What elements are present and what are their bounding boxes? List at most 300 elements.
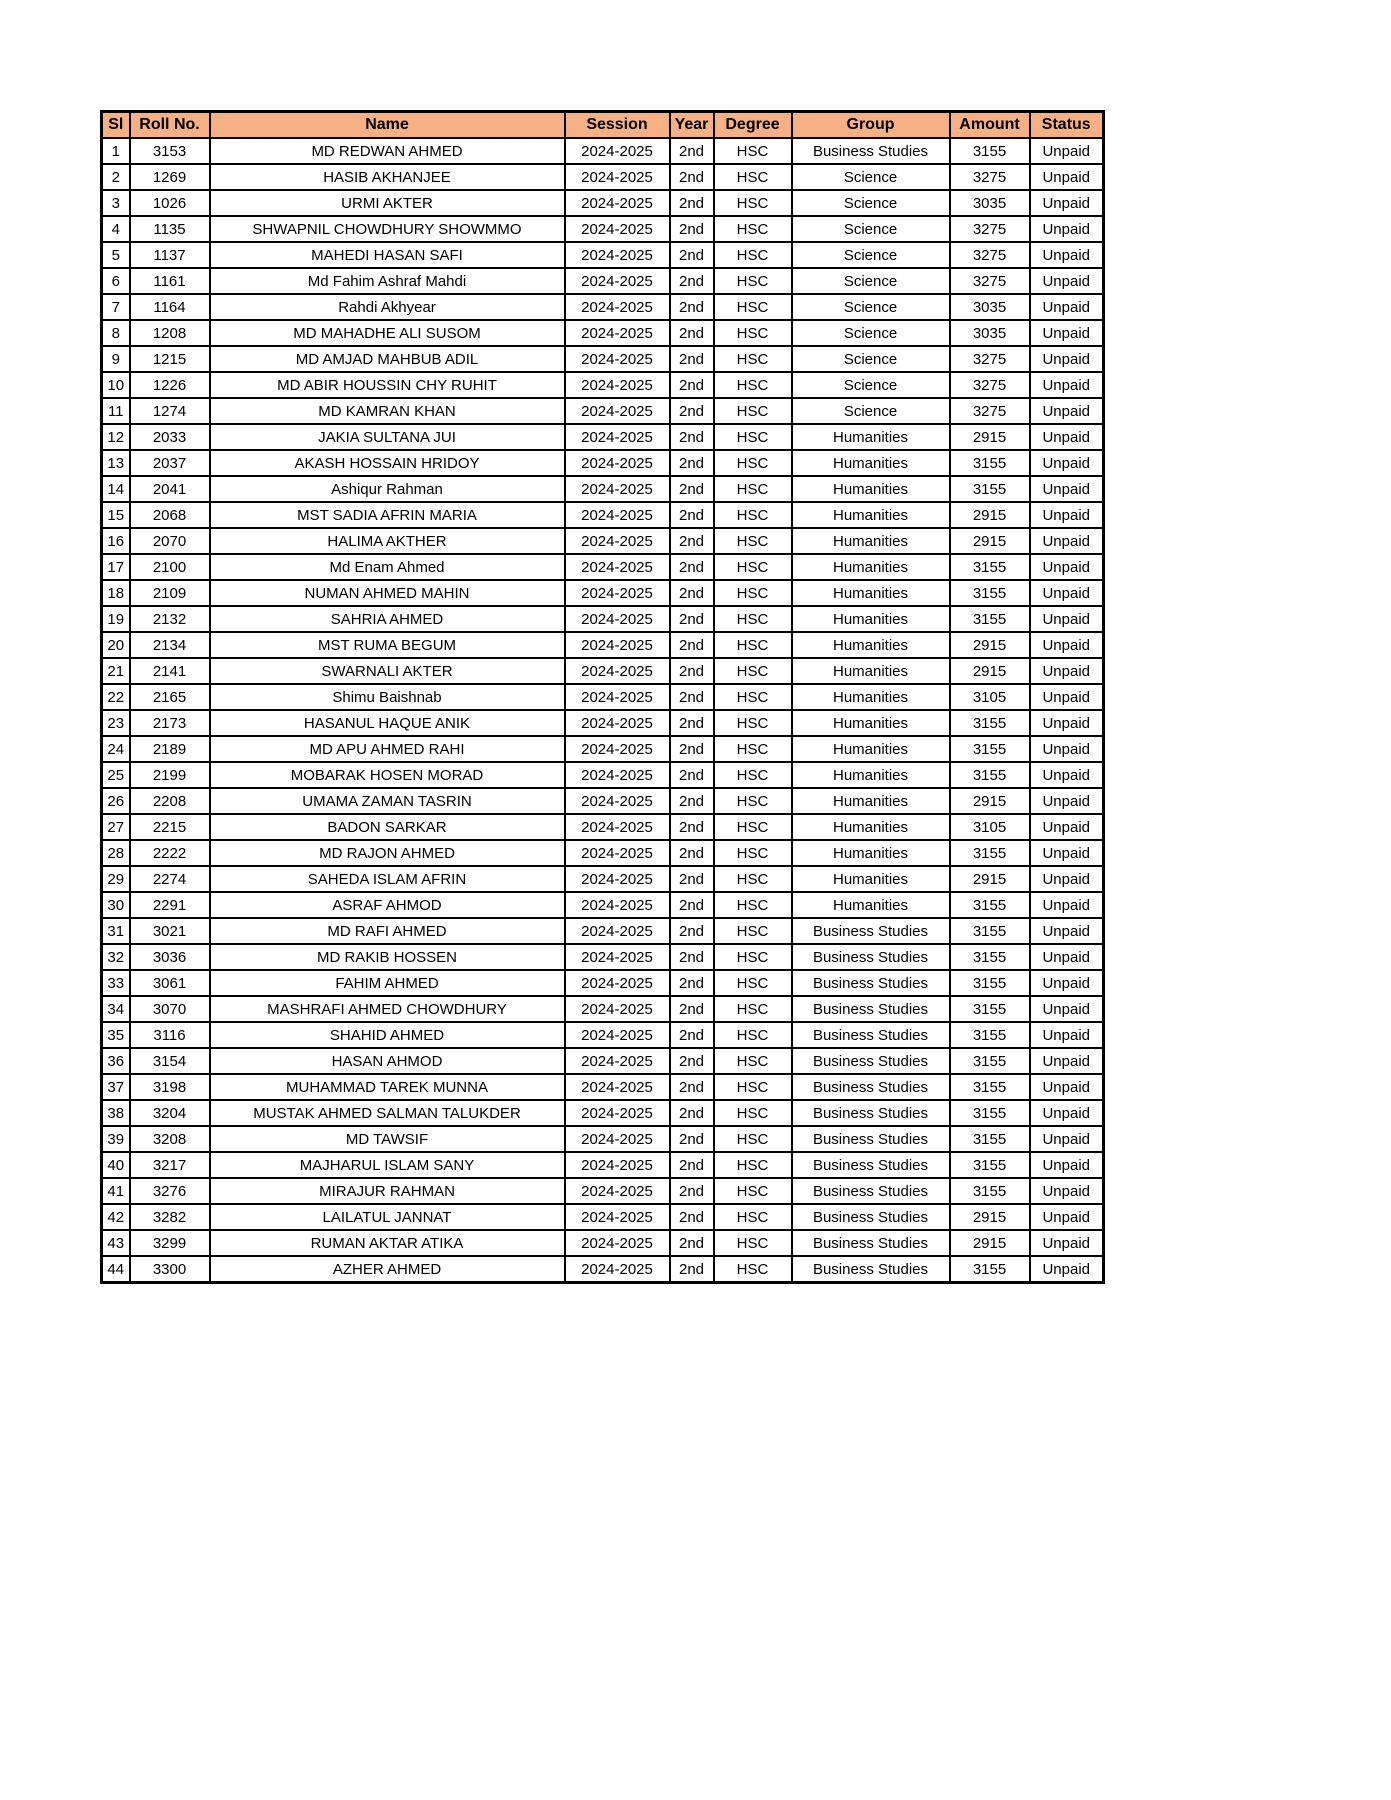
cell-name: SWARNALI AKTER bbox=[210, 658, 565, 684]
cell-sl: 36 bbox=[102, 1048, 130, 1074]
cell-status: Unpaid bbox=[1030, 164, 1104, 190]
cell-degree: HSC bbox=[714, 294, 792, 320]
cell-year: 2nd bbox=[670, 1048, 714, 1074]
cell-year: 2nd bbox=[670, 528, 714, 554]
cell-sl: 44 bbox=[102, 1256, 130, 1283]
cell-sl: 40 bbox=[102, 1152, 130, 1178]
cell-amount: 3035 bbox=[950, 320, 1030, 346]
cell-degree: HSC bbox=[714, 996, 792, 1022]
cell-session: 2024-2025 bbox=[565, 268, 670, 294]
cell-group: Humanities bbox=[792, 554, 950, 580]
cell-degree: HSC bbox=[714, 762, 792, 788]
cell-sl: 1 bbox=[102, 138, 130, 164]
table-row bbox=[102, 1126, 1104, 1152]
cell-status: Unpaid bbox=[1030, 1022, 1104, 1048]
cell-session: 2024-2025 bbox=[565, 1230, 670, 1256]
cell-session: 2024-2025 bbox=[565, 658, 670, 684]
cell-roll: 1135 bbox=[130, 216, 210, 242]
table-row bbox=[102, 1230, 1104, 1256]
table-row bbox=[102, 788, 1104, 814]
cell-amount: 3155 bbox=[950, 476, 1030, 502]
table-row bbox=[102, 684, 1104, 710]
table-row bbox=[102, 294, 1104, 320]
cell-name: MASHRAFI AHMED CHOWDHURY bbox=[210, 996, 565, 1022]
cell-name: AKASH HOSSAIN HRIDOY bbox=[210, 450, 565, 476]
cell-amount: 3155 bbox=[950, 1022, 1030, 1048]
table-row bbox=[102, 242, 1104, 268]
cell-session: 2024-2025 bbox=[565, 398, 670, 424]
cell-year: 2nd bbox=[670, 788, 714, 814]
cell-sl: 24 bbox=[102, 736, 130, 762]
table-row bbox=[102, 1074, 1104, 1100]
cell-year: 2nd bbox=[670, 320, 714, 346]
column-header-status: Status bbox=[1030, 112, 1104, 139]
cell-sl: 19 bbox=[102, 606, 130, 632]
cell-group: Humanities bbox=[792, 814, 950, 840]
cell-status: Unpaid bbox=[1030, 190, 1104, 216]
cell-name: HALIMA AKTHER bbox=[210, 528, 565, 554]
cell-status: Unpaid bbox=[1030, 918, 1104, 944]
cell-amount: 3155 bbox=[950, 710, 1030, 736]
cell-group: Business Studies bbox=[792, 1178, 950, 1204]
cell-year: 2nd bbox=[670, 918, 714, 944]
cell-name: Ashiqur Rahman bbox=[210, 476, 565, 502]
column-header-year: Year bbox=[670, 112, 714, 139]
cell-degree: HSC bbox=[714, 268, 792, 294]
table-row bbox=[102, 762, 1104, 788]
cell-roll: 2274 bbox=[130, 866, 210, 892]
cell-year: 2nd bbox=[670, 996, 714, 1022]
cell-degree: HSC bbox=[714, 918, 792, 944]
cell-year: 2nd bbox=[670, 658, 714, 684]
cell-session: 2024-2025 bbox=[565, 918, 670, 944]
cell-amount: 3035 bbox=[950, 190, 1030, 216]
cell-roll: 2070 bbox=[130, 528, 210, 554]
cell-status: Unpaid bbox=[1030, 606, 1104, 632]
table-row bbox=[102, 554, 1104, 580]
cell-year: 2nd bbox=[670, 1178, 714, 1204]
cell-group: Business Studies bbox=[792, 1204, 950, 1230]
cell-sl: 5 bbox=[102, 242, 130, 268]
cell-year: 2nd bbox=[670, 268, 714, 294]
cell-session: 2024-2025 bbox=[565, 424, 670, 450]
cell-status: Unpaid bbox=[1030, 554, 1104, 580]
cell-name: MD RAFI AHMED bbox=[210, 918, 565, 944]
cell-degree: HSC bbox=[714, 1152, 792, 1178]
cell-name: JAKIA SULTANA JUI bbox=[210, 424, 565, 450]
cell-name: LAILATUL JANNAT bbox=[210, 1204, 565, 1230]
cell-year: 2nd bbox=[670, 944, 714, 970]
cell-session: 2024-2025 bbox=[565, 1204, 670, 1230]
cell-session: 2024-2025 bbox=[565, 502, 670, 528]
cell-degree: HSC bbox=[714, 476, 792, 502]
cell-status: Unpaid bbox=[1030, 476, 1104, 502]
cell-degree: HSC bbox=[714, 684, 792, 710]
cell-degree: HSC bbox=[714, 788, 792, 814]
cell-year: 2nd bbox=[670, 294, 714, 320]
cell-sl: 34 bbox=[102, 996, 130, 1022]
cell-group: Humanities bbox=[792, 762, 950, 788]
cell-session: 2024-2025 bbox=[565, 970, 670, 996]
cell-session: 2024-2025 bbox=[565, 476, 670, 502]
cell-sl: 6 bbox=[102, 268, 130, 294]
cell-degree: HSC bbox=[714, 450, 792, 476]
cell-group: Business Studies bbox=[792, 996, 950, 1022]
cell-session: 2024-2025 bbox=[565, 606, 670, 632]
table-row bbox=[102, 190, 1104, 216]
cell-sl: 37 bbox=[102, 1074, 130, 1100]
cell-roll: 2189 bbox=[130, 736, 210, 762]
cell-year: 2nd bbox=[670, 1126, 714, 1152]
cell-degree: HSC bbox=[714, 944, 792, 970]
cell-name: MOBARAK HOSEN MORAD bbox=[210, 762, 565, 788]
cell-degree: HSC bbox=[714, 216, 792, 242]
cell-roll: 3153 bbox=[130, 138, 210, 164]
cell-status: Unpaid bbox=[1030, 372, 1104, 398]
cell-name: MIRAJUR RAHMAN bbox=[210, 1178, 565, 1204]
cell-year: 2nd bbox=[670, 684, 714, 710]
cell-degree: HSC bbox=[714, 502, 792, 528]
cell-session: 2024-2025 bbox=[565, 1178, 670, 1204]
cell-degree: HSC bbox=[714, 606, 792, 632]
cell-sl: 3 bbox=[102, 190, 130, 216]
cell-amount: 3155 bbox=[950, 1048, 1030, 1074]
cell-session: 2024-2025 bbox=[565, 346, 670, 372]
fee-status-table bbox=[100, 110, 1105, 1284]
cell-group: Business Studies bbox=[792, 944, 950, 970]
cell-amount: 3155 bbox=[950, 580, 1030, 606]
cell-status: Unpaid bbox=[1030, 814, 1104, 840]
cell-amount: 3105 bbox=[950, 684, 1030, 710]
cell-status: Unpaid bbox=[1030, 840, 1104, 866]
cell-roll: 3282 bbox=[130, 1204, 210, 1230]
table-row bbox=[102, 1256, 1104, 1283]
cell-amount: 2915 bbox=[950, 866, 1030, 892]
cell-roll: 2109 bbox=[130, 580, 210, 606]
table-row bbox=[102, 164, 1104, 190]
cell-status: Unpaid bbox=[1030, 138, 1104, 164]
cell-status: Unpaid bbox=[1030, 398, 1104, 424]
cell-degree: HSC bbox=[714, 866, 792, 892]
cell-sl: 25 bbox=[102, 762, 130, 788]
column-header-roll: Roll No. bbox=[130, 112, 210, 139]
cell-group: Business Studies bbox=[792, 1126, 950, 1152]
cell-degree: HSC bbox=[714, 424, 792, 450]
cell-degree: HSC bbox=[714, 138, 792, 164]
cell-roll: 3204 bbox=[130, 1100, 210, 1126]
cell-degree: HSC bbox=[714, 528, 792, 554]
cell-degree: HSC bbox=[714, 242, 792, 268]
table-row bbox=[102, 268, 1104, 294]
cell-degree: HSC bbox=[714, 814, 792, 840]
table-row bbox=[102, 346, 1104, 372]
cell-year: 2nd bbox=[670, 372, 714, 398]
cell-name: BADON SARKAR bbox=[210, 814, 565, 840]
cell-roll: 1137 bbox=[130, 242, 210, 268]
cell-group: Humanities bbox=[792, 710, 950, 736]
cell-status: Unpaid bbox=[1030, 892, 1104, 918]
cell-sl: 43 bbox=[102, 1230, 130, 1256]
cell-name: AZHER AHMED bbox=[210, 1256, 565, 1283]
cell-name: UMAMA ZAMAN TASRIN bbox=[210, 788, 565, 814]
cell-sl: 10 bbox=[102, 372, 130, 398]
cell-group: Business Studies bbox=[792, 1152, 950, 1178]
cell-roll: 2141 bbox=[130, 658, 210, 684]
cell-roll: 2134 bbox=[130, 632, 210, 658]
cell-group: Science bbox=[792, 164, 950, 190]
cell-year: 2nd bbox=[670, 606, 714, 632]
cell-year: 2nd bbox=[670, 346, 714, 372]
cell-amount: 3155 bbox=[950, 1256, 1030, 1283]
table-row bbox=[102, 1204, 1104, 1230]
cell-name: MD TAWSIF bbox=[210, 1126, 565, 1152]
cell-roll: 2033 bbox=[130, 424, 210, 450]
cell-name: Rahdi Akhyear bbox=[210, 294, 565, 320]
cell-session: 2024-2025 bbox=[565, 216, 670, 242]
cell-name: MAJHARUL ISLAM SANY bbox=[210, 1152, 565, 1178]
cell-amount: 3035 bbox=[950, 294, 1030, 320]
cell-amount: 2915 bbox=[950, 424, 1030, 450]
table-row bbox=[102, 944, 1104, 970]
column-header-amount: Amount bbox=[950, 112, 1030, 139]
cell-degree: HSC bbox=[714, 1256, 792, 1283]
cell-amount: 3275 bbox=[950, 398, 1030, 424]
cell-session: 2024-2025 bbox=[565, 684, 670, 710]
table-row bbox=[102, 736, 1104, 762]
cell-session: 2024-2025 bbox=[565, 1126, 670, 1152]
table-row bbox=[102, 1022, 1104, 1048]
cell-year: 2nd bbox=[670, 580, 714, 606]
cell-amount: 3155 bbox=[950, 1074, 1030, 1100]
cell-sl: 14 bbox=[102, 476, 130, 502]
cell-sl: 20 bbox=[102, 632, 130, 658]
cell-year: 2nd bbox=[670, 1256, 714, 1283]
cell-roll: 3198 bbox=[130, 1074, 210, 1100]
table-row bbox=[102, 424, 1104, 450]
cell-status: Unpaid bbox=[1030, 1126, 1104, 1152]
table-row bbox=[102, 1048, 1104, 1074]
cell-amount: 3275 bbox=[950, 372, 1030, 398]
cell-session: 2024-2025 bbox=[565, 1256, 670, 1283]
cell-name: HASIB AKHANJEE bbox=[210, 164, 565, 190]
cell-status: Unpaid bbox=[1030, 580, 1104, 606]
cell-roll: 1226 bbox=[130, 372, 210, 398]
cell-group: Science bbox=[792, 190, 950, 216]
cell-session: 2024-2025 bbox=[565, 944, 670, 970]
cell-group: Business Studies bbox=[792, 1074, 950, 1100]
cell-roll: 2100 bbox=[130, 554, 210, 580]
table-row bbox=[102, 996, 1104, 1022]
cell-degree: HSC bbox=[714, 320, 792, 346]
cell-sl: 32 bbox=[102, 944, 130, 970]
cell-name: MST RUMA BEGUM bbox=[210, 632, 565, 658]
cell-name: MUHAMMAD TAREK MUNNA bbox=[210, 1074, 565, 1100]
cell-session: 2024-2025 bbox=[565, 788, 670, 814]
cell-roll: 2208 bbox=[130, 788, 210, 814]
cell-session: 2024-2025 bbox=[565, 294, 670, 320]
cell-group: Science bbox=[792, 372, 950, 398]
cell-roll: 1269 bbox=[130, 164, 210, 190]
table-row bbox=[102, 216, 1104, 242]
cell-degree: HSC bbox=[714, 658, 792, 684]
cell-degree: HSC bbox=[714, 840, 792, 866]
table-row bbox=[102, 372, 1104, 398]
cell-session: 2024-2025 bbox=[565, 320, 670, 346]
cell-amount: 3275 bbox=[950, 268, 1030, 294]
cell-degree: HSC bbox=[714, 1230, 792, 1256]
cell-roll: 3061 bbox=[130, 970, 210, 996]
table-row bbox=[102, 398, 1104, 424]
cell-sl: 31 bbox=[102, 918, 130, 944]
cell-sl: 38 bbox=[102, 1100, 130, 1126]
cell-sl: 4 bbox=[102, 216, 130, 242]
cell-sl: 42 bbox=[102, 1204, 130, 1230]
cell-amount: 3275 bbox=[950, 164, 1030, 190]
cell-status: Unpaid bbox=[1030, 762, 1104, 788]
cell-degree: HSC bbox=[714, 346, 792, 372]
cell-roll: 3154 bbox=[130, 1048, 210, 1074]
cell-sl: 13 bbox=[102, 450, 130, 476]
cell-name: HASAN AHMOD bbox=[210, 1048, 565, 1074]
cell-status: Unpaid bbox=[1030, 1204, 1104, 1230]
column-header-group: Group bbox=[792, 112, 950, 139]
cell-amount: 2915 bbox=[950, 528, 1030, 554]
cell-session: 2024-2025 bbox=[565, 528, 670, 554]
cell-group: Science bbox=[792, 320, 950, 346]
cell-name: MD RAJON AHMED bbox=[210, 840, 565, 866]
cell-amount: 3155 bbox=[950, 1100, 1030, 1126]
cell-amount: 2915 bbox=[950, 658, 1030, 684]
cell-name: SHAHID AHMED bbox=[210, 1022, 565, 1048]
cell-roll: 3036 bbox=[130, 944, 210, 970]
cell-roll: 3116 bbox=[130, 1022, 210, 1048]
cell-degree: HSC bbox=[714, 164, 792, 190]
cell-status: Unpaid bbox=[1030, 320, 1104, 346]
cell-session: 2024-2025 bbox=[565, 1152, 670, 1178]
cell-roll: 2215 bbox=[130, 814, 210, 840]
cell-session: 2024-2025 bbox=[565, 1100, 670, 1126]
cell-roll: 2199 bbox=[130, 762, 210, 788]
cell-group: Humanities bbox=[792, 736, 950, 762]
cell-group: Humanities bbox=[792, 788, 950, 814]
cell-amount: 2915 bbox=[950, 632, 1030, 658]
cell-status: Unpaid bbox=[1030, 268, 1104, 294]
cell-name: FAHIM AHMED bbox=[210, 970, 565, 996]
cell-roll: 2222 bbox=[130, 840, 210, 866]
cell-sl: 18 bbox=[102, 580, 130, 606]
cell-session: 2024-2025 bbox=[565, 242, 670, 268]
cell-group: Humanities bbox=[792, 866, 950, 892]
cell-degree: HSC bbox=[714, 1100, 792, 1126]
cell-name: SAHEDA ISLAM AFRIN bbox=[210, 866, 565, 892]
cell-group: Business Studies bbox=[792, 918, 950, 944]
cell-roll: 1215 bbox=[130, 346, 210, 372]
cell-year: 2nd bbox=[670, 762, 714, 788]
cell-group: Humanities bbox=[792, 502, 950, 528]
table-body bbox=[102, 138, 1104, 1283]
cell-session: 2024-2025 bbox=[565, 996, 670, 1022]
cell-degree: HSC bbox=[714, 1204, 792, 1230]
cell-amount: 2915 bbox=[950, 788, 1030, 814]
cell-amount: 3155 bbox=[950, 450, 1030, 476]
cell-group: Business Studies bbox=[792, 1022, 950, 1048]
cell-roll: 1161 bbox=[130, 268, 210, 294]
table-row bbox=[102, 918, 1104, 944]
cell-status: Unpaid bbox=[1030, 944, 1104, 970]
table-row bbox=[102, 476, 1104, 502]
cell-amount: 3155 bbox=[950, 762, 1030, 788]
cell-year: 2nd bbox=[670, 1230, 714, 1256]
cell-year: 2nd bbox=[670, 398, 714, 424]
cell-session: 2024-2025 bbox=[565, 814, 670, 840]
cell-degree: HSC bbox=[714, 736, 792, 762]
cell-name: MST SADIA AFRIN MARIA bbox=[210, 502, 565, 528]
cell-degree: HSC bbox=[714, 1074, 792, 1100]
cell-group: Science bbox=[792, 294, 950, 320]
cell-year: 2nd bbox=[670, 1022, 714, 1048]
cell-degree: HSC bbox=[714, 892, 792, 918]
table-row bbox=[102, 892, 1104, 918]
table-row bbox=[102, 320, 1104, 346]
cell-group: Business Studies bbox=[792, 138, 950, 164]
cell-roll: 3208 bbox=[130, 1126, 210, 1152]
cell-group: Humanities bbox=[792, 528, 950, 554]
cell-amount: 3155 bbox=[950, 554, 1030, 580]
cell-sl: 11 bbox=[102, 398, 130, 424]
cell-name: MD ABIR HOUSSIN CHY RUHIT bbox=[210, 372, 565, 398]
cell-group: Business Studies bbox=[792, 1100, 950, 1126]
cell-group: Science bbox=[792, 216, 950, 242]
cell-sl: 15 bbox=[102, 502, 130, 528]
cell-sl: 29 bbox=[102, 866, 130, 892]
cell-name: MUSTAK AHMED SALMAN TALUKDER bbox=[210, 1100, 565, 1126]
cell-amount: 3155 bbox=[950, 736, 1030, 762]
cell-roll: 2041 bbox=[130, 476, 210, 502]
cell-year: 2nd bbox=[670, 424, 714, 450]
cell-status: Unpaid bbox=[1030, 346, 1104, 372]
table-row bbox=[102, 866, 1104, 892]
cell-year: 2nd bbox=[670, 476, 714, 502]
table-row bbox=[102, 1100, 1104, 1126]
cell-sl: 7 bbox=[102, 294, 130, 320]
cell-status: Unpaid bbox=[1030, 1074, 1104, 1100]
cell-year: 2nd bbox=[670, 1204, 714, 1230]
cell-group: Science bbox=[792, 242, 950, 268]
cell-session: 2024-2025 bbox=[565, 1074, 670, 1100]
table-row bbox=[102, 632, 1104, 658]
cell-status: Unpaid bbox=[1030, 788, 1104, 814]
cell-session: 2024-2025 bbox=[565, 840, 670, 866]
column-header-sl: Sl bbox=[102, 112, 130, 139]
cell-roll: 2068 bbox=[130, 502, 210, 528]
cell-session: 2024-2025 bbox=[565, 762, 670, 788]
table-row bbox=[102, 710, 1104, 736]
column-header-session: Session bbox=[565, 112, 670, 139]
cell-group: Science bbox=[792, 398, 950, 424]
cell-amount: 3275 bbox=[950, 216, 1030, 242]
cell-year: 2nd bbox=[670, 970, 714, 996]
cell-year: 2nd bbox=[670, 710, 714, 736]
cell-year: 2nd bbox=[670, 1100, 714, 1126]
cell-degree: HSC bbox=[714, 710, 792, 736]
cell-degree: HSC bbox=[714, 372, 792, 398]
cell-amount: 2915 bbox=[950, 502, 1030, 528]
cell-status: Unpaid bbox=[1030, 502, 1104, 528]
cell-name: MD AMJAD MAHBUB ADIL bbox=[210, 346, 565, 372]
cell-sl: 21 bbox=[102, 658, 130, 684]
cell-year: 2nd bbox=[670, 1152, 714, 1178]
cell-sl: 9 bbox=[102, 346, 130, 372]
